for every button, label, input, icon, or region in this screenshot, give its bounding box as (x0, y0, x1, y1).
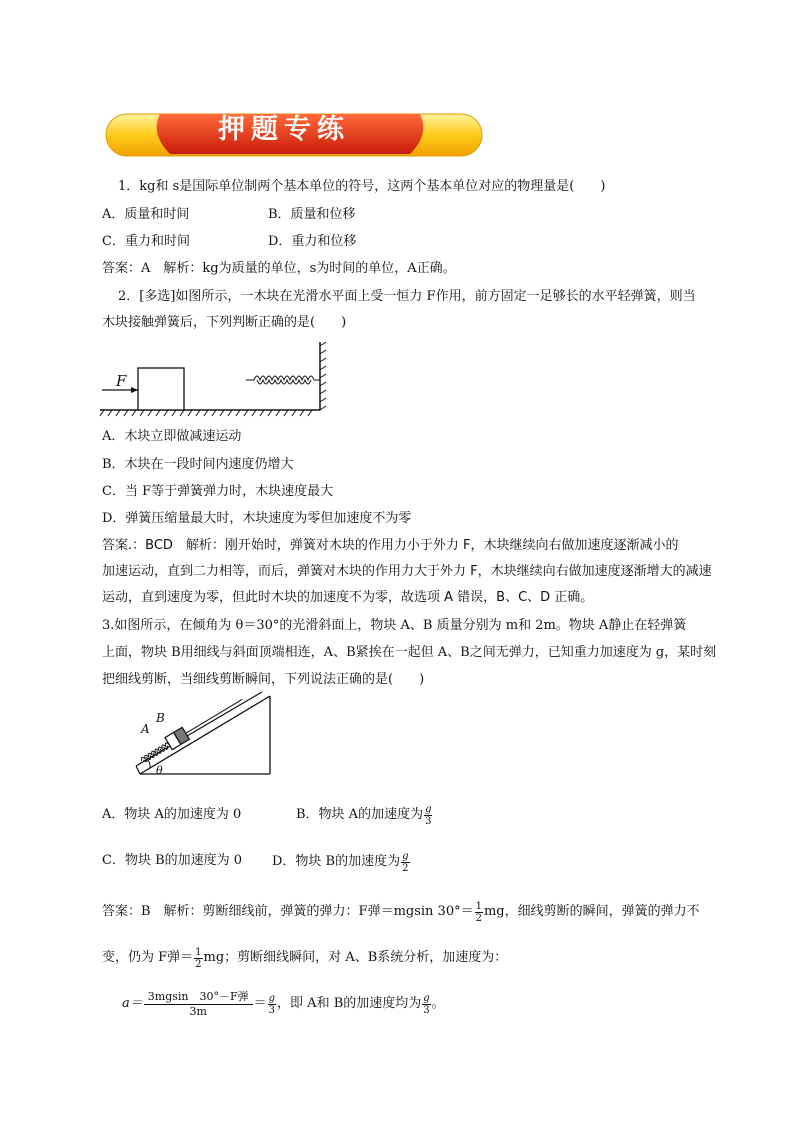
frac-num: g (268, 992, 276, 1004)
frac-num: g (402, 850, 409, 862)
frac-den: 3 (268, 1004, 276, 1016)
eq-lhs: a＝ (122, 996, 143, 1011)
eq-tail-text: ，即 A和 B的加速度均为 (277, 996, 422, 1011)
q3-stem-line1: 3.如图所示，在倾角为 θ＝30°的光滑斜面上，物块 A、B 质量分别为 m和 2m。物块 A静止在轻弹簧 (102, 618, 687, 633)
q3-option-b (296, 799, 433, 831)
q3-stem-line3: 把细线剪断，当细线剪断瞬间，下列说法正确的是( ) (102, 672, 425, 687)
q3-label-a: A (141, 722, 150, 736)
q1-option-a: A．质量和时间 (102, 207, 190, 222)
frac-den: 3 (423, 1004, 430, 1016)
q2-option-c: C．当 F等于弹簧弹力时，木块速度最大 (102, 484, 334, 499)
q2-answer-line1: 答案.：BCD 解析：刚开始时，弹簧对木块的作用力小于外力 F，木块继续向右做加速度逐渐减小的 (102, 538, 679, 553)
frac-num: 1 (475, 900, 482, 912)
q3-answer-frac-1 (475, 901, 483, 924)
q3-label-theta: θ (156, 764, 163, 777)
q2-force-label: F (116, 372, 127, 390)
q3-option-b-text: B．物块 A的加速度为 (296, 807, 424, 822)
q2-figure (100, 338, 340, 418)
eq-denominator: 3m (189, 1004, 207, 1018)
frac-num: g (425, 803, 432, 815)
frac-den: 2 (475, 912, 482, 924)
q3-option-d (272, 846, 411, 878)
frac-num: g (423, 992, 430, 1004)
q3-answer-text-b: mg，细线剪断的瞬间，弹簧的弹力不 (483, 904, 700, 919)
eq-main-frac (144, 990, 253, 1019)
q1-option-b: B．质量和位移 (268, 207, 356, 222)
banner-graphic (0, 100, 794, 160)
q3-answer-frac-2 (194, 947, 202, 970)
q1-stem: 1．kg和 s是国际单位制两个基本单位的符号，这两个基本单位对应的物理量是( ) (118, 179, 606, 194)
q3-answer-text-c: 变，仍为 F弹＝ (102, 950, 194, 965)
q1-option-c: C．重力和时间 (102, 234, 190, 249)
q3-answer-text-a: 答案：B 解析：剪断细线前，弹簧的弹力：F弹＝mgsin 30°＝ (102, 904, 474, 919)
frac-num: 1 (195, 946, 202, 958)
q1-option-d: D．重力和位移 (268, 234, 357, 249)
banner-title: 押题专练 (218, 114, 350, 145)
q3-option-a: A．物块 A的加速度为 0 (102, 807, 242, 822)
q1-answer: 答案：A 解析：kg为质量的单位，s为时间的单位，A正确。 (102, 261, 456, 276)
frac-den: 2 (195, 958, 202, 970)
q3-option-d-frac (401, 851, 409, 874)
frac-den: 2 (402, 862, 409, 874)
q2-stem-line1: 2．[多选]如图所示，一木块在光滑水平面上受一恒力 F作用，前方固定一足够长的水平轻弹簧，则当 (118, 289, 696, 304)
frac-den: 3 (425, 815, 432, 827)
q2-option-d: D．弹簧压缩量最大时，木块速度为零但加速度不为零 (102, 511, 412, 526)
q3-answer-text-d: mg；剪断细线瞬间，对 A、B系统分析，加速度为： (203, 950, 508, 965)
q3-answer-line1 (102, 896, 700, 928)
q2-answer-line2: 加速运动，直到二力相等，而后，弹簧对木块的作用力大于外力 F，木块继续向右做加速度逐渐增大的减速 (102, 564, 712, 579)
eq-frac-g3-2 (422, 993, 430, 1016)
eq-equals: ＝ (253, 996, 267, 1011)
q3-stem-line2: 上面，物块 B用细线与斜面顶端相连，A、B紧挨在一起但 A、B之间无弹力，已知重力加速度为 g，某时刻 (102, 645, 717, 660)
eq-tail-end: 。 (431, 996, 445, 1011)
q2-option-b: B．木块在一段时间内速度仍增大 (102, 457, 294, 472)
q2-stem-line2: 木块接触弹簧后，下列判断正确的是( ) (102, 315, 347, 330)
eq-frac-g3 (268, 993, 276, 1016)
q2-answer-line3: 运动，直到速度为零，但此时木块的加速度不为零，故选项 A 错误，B、C、D 正确。 (102, 590, 594, 605)
q3-equation (122, 986, 445, 1022)
q3-option-b-frac (424, 804, 432, 827)
q2-option-a: A．木块立即做减速运动 (102, 429, 242, 444)
q3-option-c: C．物块 B的加速度为 0 (102, 853, 243, 868)
q3-label-b: B (156, 711, 165, 725)
eq-numerator: 3mgsin 30°－F弹 (144, 990, 253, 1005)
q3-answer-line2 (102, 942, 507, 974)
q3-option-d-text: D．物块 B的加速度为 (272, 854, 401, 869)
